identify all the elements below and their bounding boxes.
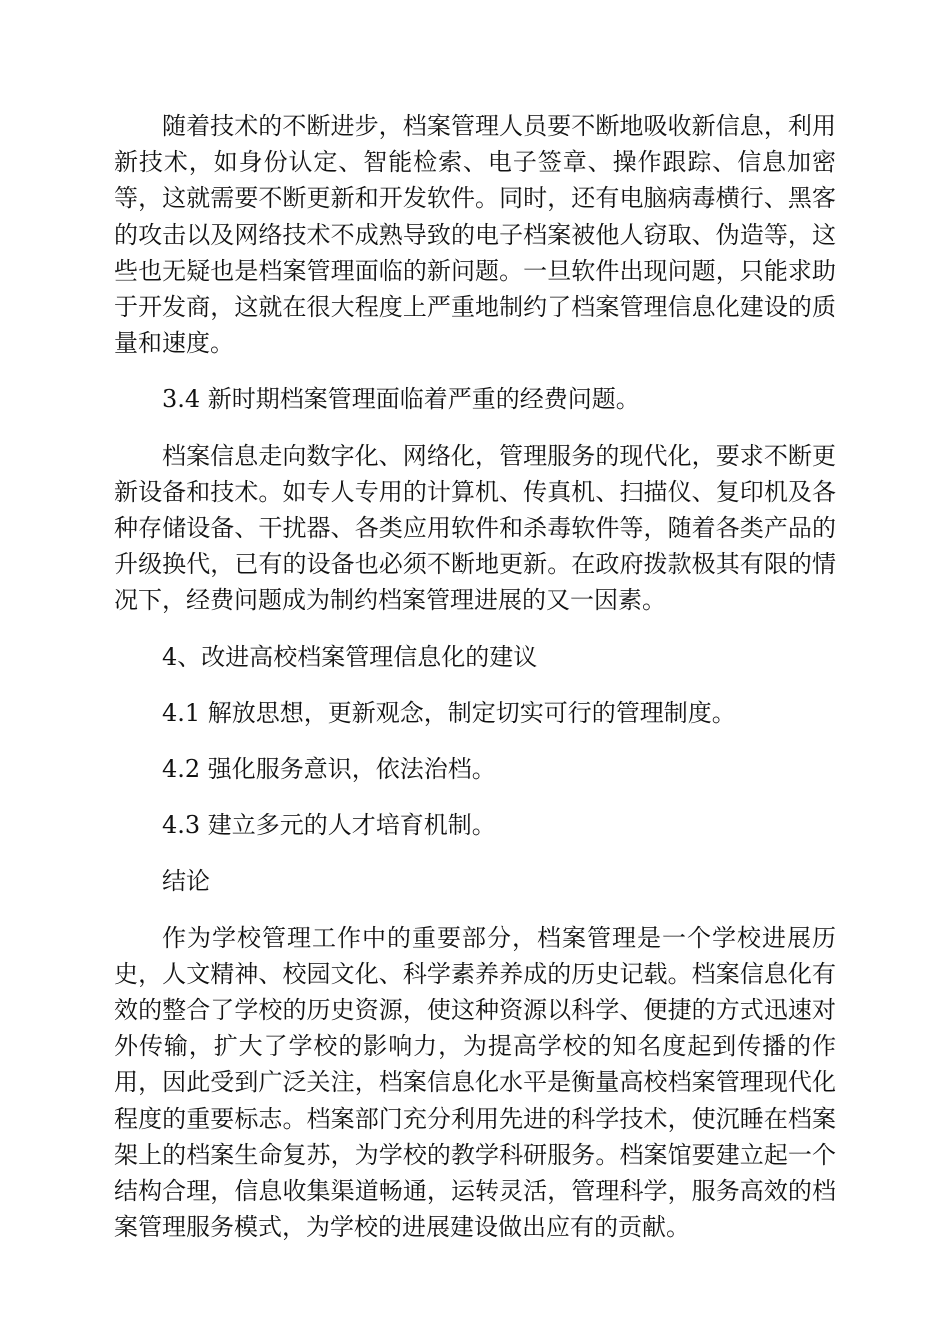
section-heading-4-1: 4.1 解放思想，更新观念，制定切实可行的管理制度。	[162, 698, 736, 727]
section-heading-4: 4、改进高校档案管理信息化的建议	[162, 642, 538, 671]
document-body	[114, 108, 836, 1245]
paragraph-funding-issues: 档案信息走向数字化、网络化，管理服务的现代化，要求不断更新设备和技术。如专人专用的计算机、传真机、扫描仪、复印机及各种存储设备、干扰器、各类应用软件和杀毒软件等，随着各类产品的升级换代，已有的设备也必须不断地更新。在政府拨款极其有限的情况下，经费问题成为制约档案管理进展的又一因素。	[114, 441, 836, 615]
section-heading-3-4: 3.4 新时期档案管理面临着严重的经费问题。	[162, 385, 640, 414]
section-heading-4-2: 4.2 强化服务意识，依法治档。	[162, 755, 496, 784]
section-heading-conclusion: 结论	[162, 867, 210, 896]
paragraph-conclusion: 作为学校管理工作中的重要部分，档案管理是一个学校进展历史，人文精神、校园文化、科学素养养成的历史记载。档案信息化有效的整合了学校的历史资源，使这种资源以科学、便捷的方式迅速对外传输，扩大了学校的影响力，为提高学校的知名度起到传播的作用，因此受到广泛关注，档案信息化水平是衡量高校档案管理现代化程度的重要标志。档案部门充分利用先进的科学技术，使沉睡在档案架上的档案生命复苏，为学校的教学科研服务。档案馆要建立起一个结构合理，信息收集渠道畅通，运转灵活，管理科学，服务高效的档案管理服务模式，为学校的进展建设做出应有的贡献。	[114, 923, 836, 1242]
paragraph-software-challenges: 随着技术的不断进步，档案管理人员要不断地吸收新信息，利用新技术，如身份认定、智能检索、电子签章、操作跟踪、信息加密等，这就需要不断更新和开发软件。同时，还有电脑病毒横行、黑客的攻击以及网络技术不成熟导致的电子档案被他人窃取、伪造等，这些也无疑也是档案管理面临的新问题。一旦软件出现问题，只能求助于开发商，这就在很大程度上严重地制约了档案管理信息化建设的质量和速度。	[114, 112, 836, 358]
section-heading-4-3: 4.3 建立多元的人才培育机制。	[162, 811, 496, 840]
